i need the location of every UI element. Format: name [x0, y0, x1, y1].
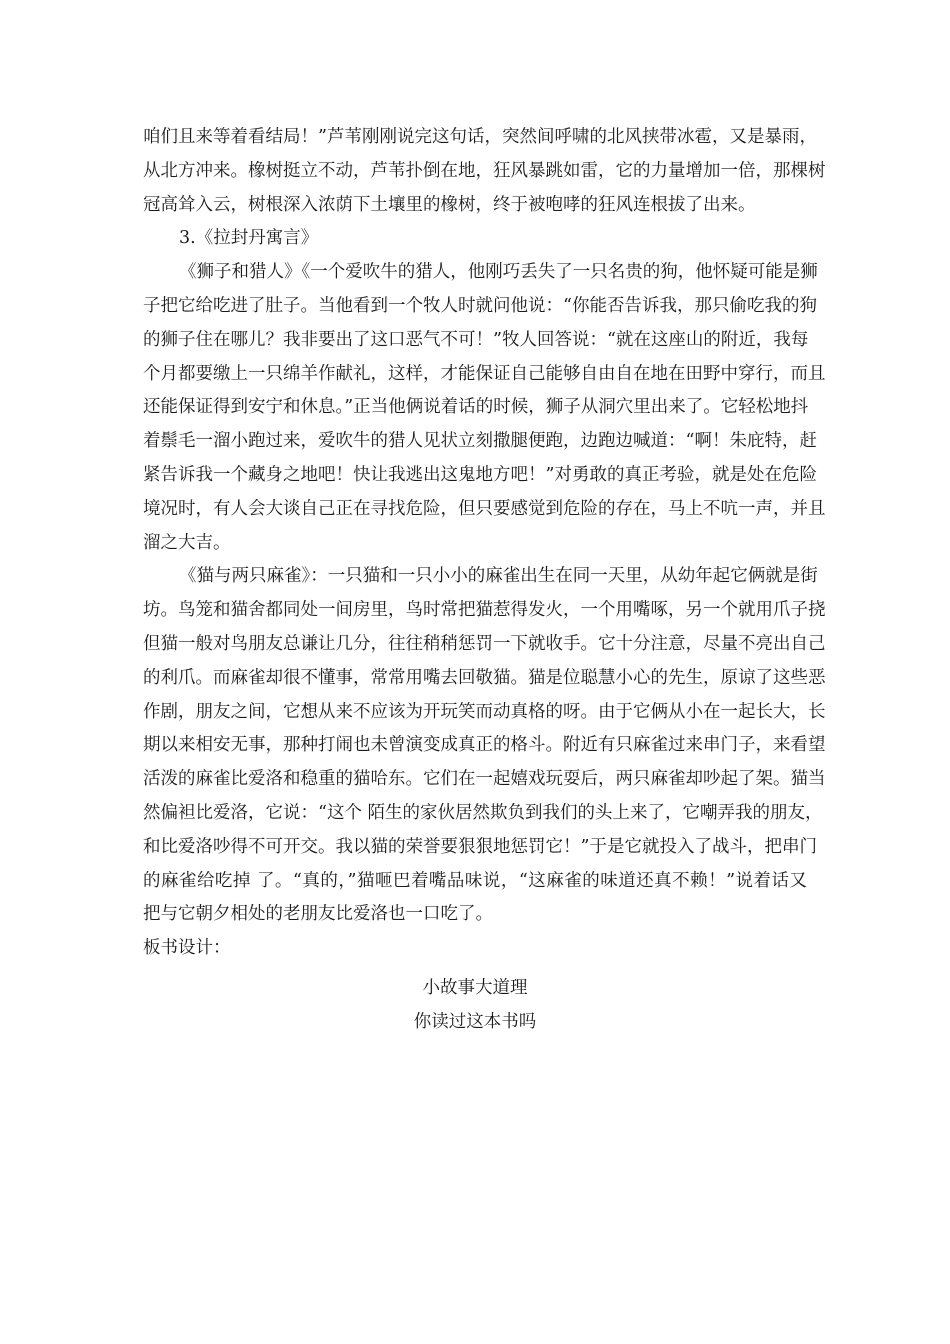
text-line: 紧告诉我一个藏身之地吧！快让我逃出这鬼地方吧！”对勇敢的真正考验，就是处在危险	[143, 464, 817, 485]
text-line: 的狮子住在哪儿？我非要出了这口恶气不可！”牧人回答说：“就在这座山的附近，我每	[143, 329, 809, 350]
text-line: 子把它给吃进了肚子。当他看到一个牧人时就问他说：“你能否告诉我，那只偷吃我的狗	[143, 295, 817, 316]
section-heading: 3.《拉封丹寓言》	[179, 228, 319, 249]
text-line: 境况时，有人会大谈自己正在寻找危险，但只要感觉到危险的存在，马上不吭一声，并且	[143, 498, 826, 519]
board-subtitle: 你读过这本书吗	[413, 1011, 537, 1032]
paragraph-lion-and-hunter	[143, 256, 826, 560]
text-line: 的麻雀给吃掉 了。“真的，”猫咂巴着嘴品味说，“这麻雀的味道还真不赖！”说着话又	[143, 870, 807, 891]
board-design-label: 板书设计：	[143, 938, 231, 959]
text-line: 的利爪。而麻雀却很不懂事，常常用嘴去回敬猫。猫是位聪慧小心的先生，原谅了这些恶	[143, 667, 826, 688]
paragraph-cat-and-sparrows	[143, 560, 826, 932]
document-page	[143, 121, 826, 1040]
text-line: 活泼的麻雀比爱洛和稳重的猫哈东。它们在一起嬉戏玩耍后，两只麻雀却吵起了架。猫当	[143, 769, 826, 790]
board-design-label-block	[143, 932, 807, 966]
text-line: 和比爱洛吵得不可开交。我以猫的荣誉要狠狠地惩罚它！”于是它就投入了战斗，把串门	[143, 836, 817, 857]
text-line: 溜之大吉。	[143, 532, 231, 553]
text-line: 但猫一般对鸟朋友总谦让几分，往往稍稍惩罚一下就收手。它十分注意，尽量不亮出自己	[143, 633, 826, 654]
board-title: 小故事大道理	[422, 977, 528, 998]
text-line: 着鬃毛一溜小跑过来，爱吹牛的猎人见状立刻撒腿便跑，边跑边喊道：“啊！朱庇特，赶	[143, 431, 817, 452]
section-heading-la-fontaine	[143, 222, 807, 256]
text-line: 然偏袒比爱洛，它说：“这个 陌生的家伙居然欺负到我们的头上来了，它嘲弄我的朋友，	[143, 802, 823, 823]
board-design	[143, 972, 807, 1040]
text-line: 从北方冲来。橡树挺立不动，芦苇扑倒在地，狂风暴跳如雷，它的力量增加一倍，那棵树	[143, 160, 826, 181]
text-line: 作剧，朋友之间，它想从来不应该为开玩笑而动真格的呀。由于它俩从小在一起长大，长	[143, 701, 826, 722]
text-line: 把与它朝夕相处的老朋友比爱洛也一口吃了。	[143, 904, 493, 925]
text-line: 《狮子和猎人》《一个爱吹牛的猎人，他刚巧丢失了一只名贵的狗，他怀疑可能是狮	[179, 262, 818, 283]
paragraph-oak-reed-ending	[143, 121, 826, 222]
text-line: 《猫与两只麻雀》：一只猫和一只小小的麻雀出生在同一天里，从幼年起它俩就是街	[179, 566, 818, 587]
text-line: 咱们且来等着看结局！”芦苇刚刚说完这句话，突然间呼啸的北风挟带冰雹，又是暴雨，	[143, 127, 817, 147]
text-line: 期以来相安无事，那种打闹也未曾演变成真正的格斗。附近有只麻雀过来串门子，来看望	[143, 735, 826, 756]
text-line: 还能保证得到安宁和休息。”正当他俩说着话的时候，狮子从洞穴里出来了。它轻松地抖	[143, 397, 809, 418]
text-line: 坊。鸟笼和猫舍都同处一间房里，鸟时常把猫惹得发火，一个用嘴啄，另一个就用爪子挠	[143, 600, 826, 621]
text-line: 个月都要缴上一只绵羊作献礼，这样，才能保证自己能够自由自在地在田野中穿行，而且	[143, 363, 826, 384]
text-line: 冠高耸入云，树根深入浓荫下土壤里的橡树，终于被咆哮的狂风连根拔了出来。	[143, 194, 756, 215]
